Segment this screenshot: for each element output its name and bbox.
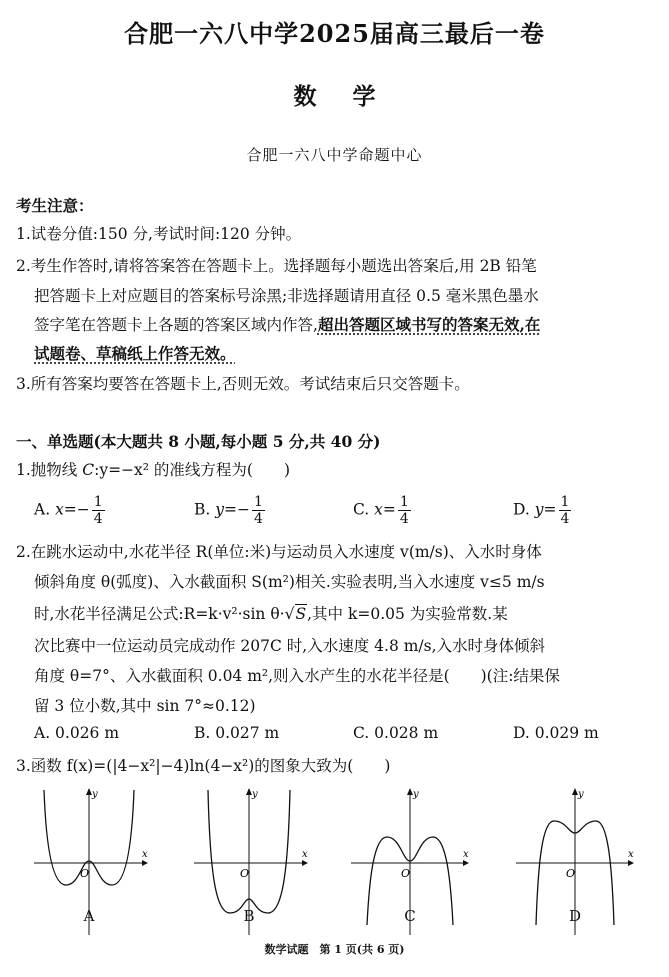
notice-item-2-line-3 bbox=[34, 313, 669, 337]
x-arrow-icon bbox=[463, 860, 469, 866]
denominator: 4 bbox=[93, 511, 103, 527]
q2-formula-rest: ,其中 k=0.05 为实验常数.某 bbox=[307, 605, 508, 623]
x-arrow-icon bbox=[302, 860, 308, 866]
numerator: 1 bbox=[399, 494, 409, 510]
q2-option-a[interactable]: A. 0.026 m bbox=[34, 724, 120, 742]
numerator: 1 bbox=[254, 494, 263, 510]
q1-option-a[interactable] bbox=[34, 494, 105, 527]
denominator: 4 bbox=[560, 511, 570, 527]
option-label: B. bbox=[194, 500, 211, 519]
origin-label: O bbox=[566, 867, 576, 880]
fraction bbox=[92, 494, 105, 527]
fraction bbox=[559, 494, 572, 527]
option-label: A. bbox=[34, 500, 51, 519]
q2-line-5: 角度 θ=7°、入水截面积 0.04 m²,则入水产生的水花半径是( )(注:结果保 bbox=[34, 667, 560, 685]
q2-option-b[interactable]: B. 0.027 m bbox=[194, 724, 280, 742]
x-axis-label: x bbox=[463, 849, 469, 860]
q2-line-4: 次比赛中一位运动员完成动作 207C 时,入水速度 4.8 m/s,入水时身体倾斜 bbox=[34, 637, 546, 655]
notice-item-2-line-4: 试题卷、草稿纸上作答无效。 bbox=[34, 344, 236, 363]
y-axis-label: y bbox=[413, 789, 419, 800]
q2-line-6: 留 3 位小数,其中 sin 7°≈0.12) bbox=[34, 697, 256, 715]
issuer-name: 合肥一六八中学命题中心 bbox=[246, 146, 423, 164]
q2-line-1: 2.在跳水运动中,水花半径 R(单位:米)与运动员入水速度 v(m/s)、入水时身体 bbox=[16, 543, 542, 561]
y-axis-label: y bbox=[252, 789, 258, 800]
fraction bbox=[252, 494, 265, 527]
q1-text: :y=−x² 的准线方程为( ) bbox=[94, 461, 291, 479]
x-arrow-icon bbox=[628, 860, 634, 866]
subject-title: 数学 bbox=[293, 83, 412, 110]
numerator: 1 bbox=[560, 494, 570, 510]
q2-line-3: 时,水花半径满足公式:R=k·v²·sin θ·√S,其中 k=0.05 为实验常数.某 bbox=[34, 605, 508, 623]
q2-line-2: 倾斜角度 θ(弧度)、入水截面积 S(m²)相关.实验表明,当入水速度 v≤5 m/s bbox=[34, 573, 545, 591]
q2-formula: 时,水花半径满足公式:R=k·v²·sin θ· bbox=[34, 605, 285, 623]
fraction bbox=[398, 494, 411, 527]
notice-emphasis: 超出答题区域书写的答案无效,在 bbox=[317, 315, 541, 334]
q3-label-a[interactable]: A bbox=[83, 907, 95, 925]
q1-prefix: 1.抛物线 bbox=[16, 461, 83, 479]
q2-option-d[interactable]: D. 0.029 m bbox=[513, 724, 599, 742]
q1-option-c[interactable] bbox=[353, 494, 411, 527]
q3-stem: 3.函数 f(x)=(|4−x²|−4)ln(4−x²)的图象大致为( ) bbox=[16, 757, 391, 775]
notice-item-2-line-2: 把答题卡上对应题目的答案标号涂黑;非选择题请用直径 0.5 毫米黑色墨水 bbox=[34, 287, 539, 305]
origin-label: O bbox=[80, 867, 90, 880]
q2-option-c[interactable]: C. 0.028 m bbox=[353, 724, 439, 742]
origin-label: O bbox=[240, 867, 250, 880]
option-expr: y=− bbox=[215, 500, 250, 519]
exam-title: 合肥一六八中学2025届高三最后一卷 bbox=[124, 19, 545, 48]
option-expr: x=− bbox=[55, 500, 90, 519]
origin-label: O bbox=[401, 867, 411, 880]
x-axis-label: x bbox=[142, 849, 148, 860]
page-footer: 数学试题 第 1 页(共 6 页) bbox=[264, 943, 405, 956]
y-axis-label: y bbox=[92, 789, 98, 800]
option-expr: x= bbox=[374, 500, 396, 519]
notice-item-2-line-1: 2.考生作答时,请将答案答在答题卡上。选择题每小题选出答案后,用 2B 铅笔 bbox=[16, 257, 537, 275]
option-expr: y= bbox=[534, 500, 557, 519]
option-label: C. bbox=[353, 500, 370, 519]
q1-option-b[interactable] bbox=[194, 494, 265, 527]
denominator: 4 bbox=[254, 511, 263, 527]
q1-curve-name: C bbox=[82, 461, 95, 479]
q3-label-d[interactable]: D bbox=[568, 907, 582, 925]
section-heading: 一、单选题(本大题共 8 小题,每小题 5 分,共 40 分) bbox=[16, 432, 381, 451]
y-axis-label: y bbox=[578, 789, 584, 800]
notice-item-3: 3.所有答案均要答在答题卡上,否则无效。考试结束后只交答题卡。 bbox=[16, 375, 470, 393]
q1-option-d[interactable] bbox=[513, 494, 571, 527]
notice-item-1: 1.试卷分值:150 分,考试时间:120 分钟。 bbox=[16, 225, 302, 243]
denominator: 4 bbox=[399, 511, 409, 527]
q3-label-c[interactable]: C bbox=[404, 907, 416, 925]
question-1-stem bbox=[16, 458, 656, 482]
notice-item-2-text: 签字笔在答题卡上各题的答案区域内作答, bbox=[34, 316, 318, 334]
x-axis-label: x bbox=[302, 849, 308, 860]
x-axis-label: x bbox=[628, 849, 634, 860]
notice-heading: 考生注意： bbox=[16, 196, 94, 215]
x-arrow-icon bbox=[142, 860, 148, 866]
numerator: 1 bbox=[93, 494, 103, 510]
option-label: D. bbox=[513, 500, 530, 519]
q3-label-b[interactable]: B bbox=[243, 907, 255, 925]
q2-sqrt-term: S bbox=[295, 605, 307, 623]
